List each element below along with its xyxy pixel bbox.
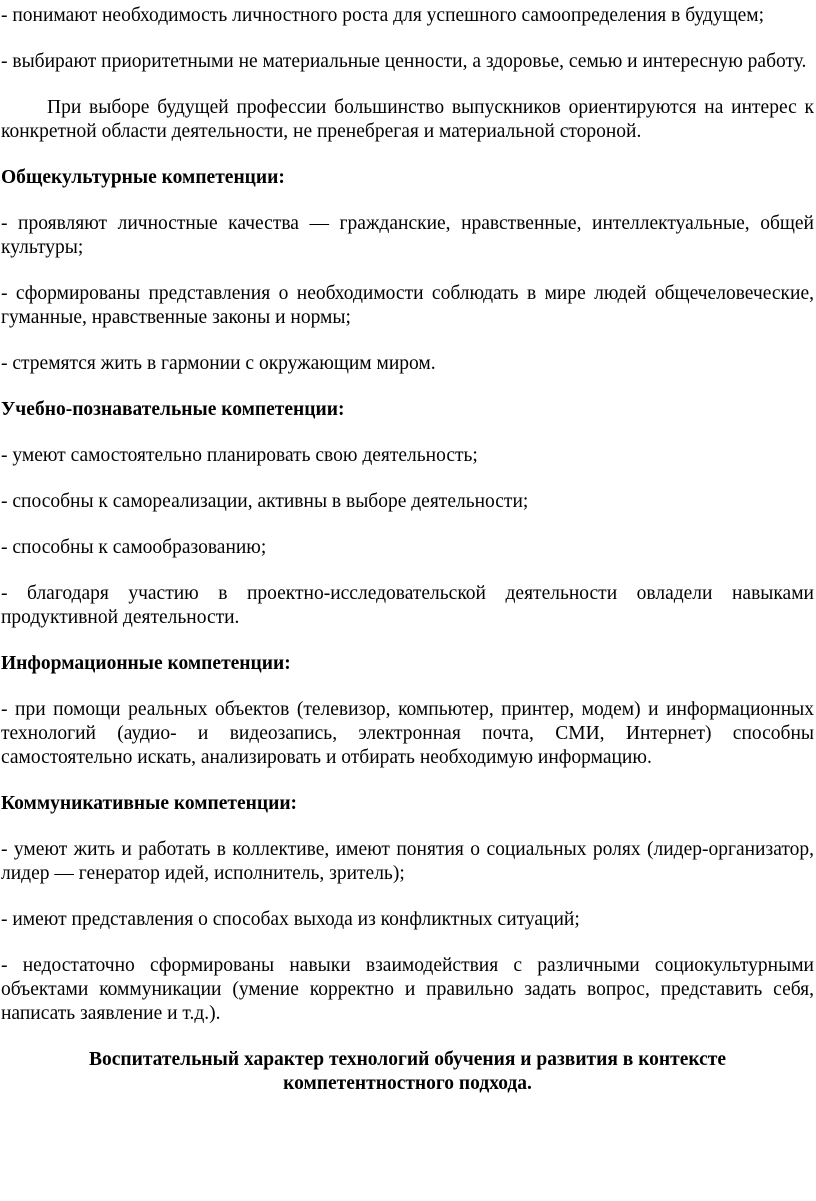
section-heading-communicative: Коммуникативные компетенции: [1, 793, 298, 814]
list-item: - стремятся жить в гармонии с окружающим миром. [1, 353, 436, 374]
final-heading-line-1: Воспитательный характер технологий обучения и развития в контексте [88, 1049, 727, 1070]
final-heading-line-2: компетентностного подхода. [283, 1073, 532, 1094]
section-heading-informational: Информационные компетенции: [1, 653, 291, 674]
intro-paragraph: При выборе будущей профессии большинство выпускников ориентируются на интерес к конкретной области деятельности, не пренебрегая и материальной стороной. [1, 97, 814, 142]
section-heading-educational-cognitive: Учебно-познавательные компетенции: [1, 399, 345, 420]
list-item: - сформированы представления о необходимости соблюдать в мире людей общечеловеческие, гуманные, нравственные законы и нормы; [1, 283, 814, 328]
list-item: - умеют самостоятельно планировать свою деятельность; [1, 445, 478, 466]
list-item: - способны к самообразованию; [1, 537, 267, 558]
list-item: - проявляют личностные качества — гражданские, нравственные, интеллектуальные, общей культуры; [1, 213, 814, 258]
document-page [1, 4, 814, 1096]
list-item: - способны к самореализации, активны в выборе деятельности; [1, 491, 529, 512]
list-item: - недостаточно сформированы навыки взаимодействия с различными социокультурными объектами коммуникации (умение корректно и правильно задать вопрос, представить себя, написать заявление и т.д.). [1, 955, 814, 1024]
intro-item-2: - выбирают приоритетными не материальные ценности, а здоровье, семью и интересную работу. [1, 51, 807, 72]
list-item: - благодаря участию в проектно-исследовательской деятельности овладели навыками продуктивной деятельности. [1, 583, 814, 628]
list-item: - при помощи реальных объектов (телевизор, компьютер, принтер, модем) и информационных технологий (аудио- и видеозапись, электронная почта, СМИ, Интернет) способны самостоятельно искать, анализировать и отбирать необходимую информацию. [1, 699, 814, 768]
section-heading-general-cultural: Общекультурные компетенции: [1, 167, 285, 188]
intro-item-1: - понимают необходимость личностного роста для успешного самоопределения в будущем; [1, 5, 765, 26]
final-heading [1, 1048, 814, 1096]
list-item: - умеют жить и работать в коллективе, имеют понятия о социальных ролях (лидер-организатор, лидер — генератор идей, исполнитель, зритель); [1, 839, 814, 884]
list-item: - имеют представления о способах выхода из конфликтных ситуаций; [1, 909, 580, 930]
